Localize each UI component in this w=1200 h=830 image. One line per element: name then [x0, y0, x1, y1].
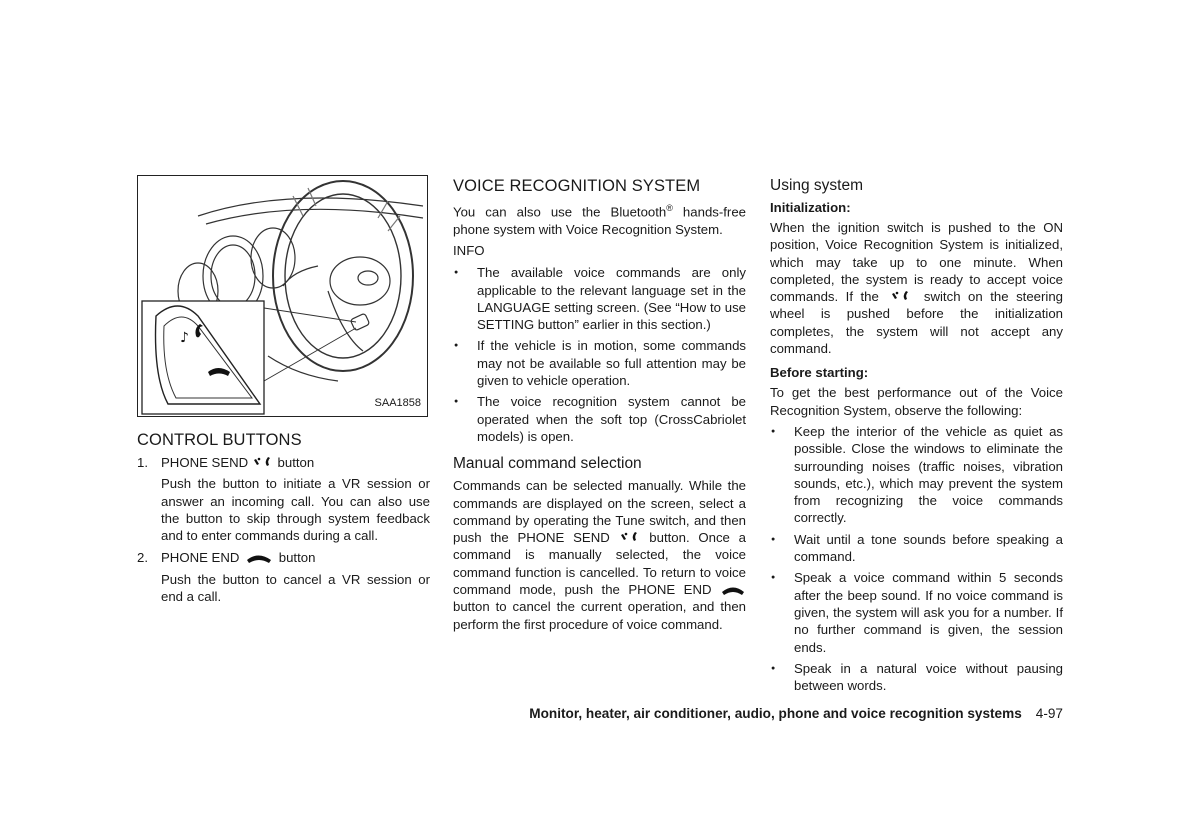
- list-item: ● Speak a voice command within 5 seconds after the beep sound. If no voice command is given, the system will ask you for a number. If no further command is given, the session ends.: [770, 569, 1063, 655]
- item-number: 1.: [137, 455, 148, 470]
- phone-end-description: Push the button to cancel a VR session or end a call.: [161, 571, 430, 605]
- intro-paragraph: You can also use the Bluetooth® hands-free phone system with Voice Recognition System.: [453, 203, 746, 237]
- item-label: PHONE END: [161, 550, 240, 566]
- column-right: [770, 176, 1063, 700]
- before-starting-label: Before starting:: [770, 365, 869, 381]
- phone-send-icon: [252, 456, 274, 468]
- list-item: ● Keep the interior of the vehicle as quiet as possible. Close the windows to eliminate the surrounding noises (traffic noises, vibration sounds, etc.), which may prevent the system from recognizing the voice commands correctly.: [770, 423, 1063, 527]
- item-label-suffix: button: [278, 550, 316, 566]
- column-left: [137, 175, 430, 610]
- section-heading-voice-recognition: VOICE RECOGNITION SYSTEM: [453, 177, 701, 195]
- info-label: INFO: [453, 242, 485, 258]
- item-label: PHONE SEND: [161, 455, 249, 470]
- phone-end-icon: [720, 585, 746, 595]
- figure-code: SAA1858: [374, 396, 421, 409]
- phone-end-icon: [243, 553, 275, 563]
- list-item: ● The available voice commands are only applicable to the relevant language set in the LANGUAGE setting screen. (See “How to use SETTING button” earlier in this section.): [453, 264, 746, 333]
- steering-wheel-illustration: [137, 175, 428, 417]
- subheading-manual-command: Manual command selection: [453, 455, 642, 473]
- list-item-phone-end: [137, 549, 430, 566]
- page-footer: [440, 706, 1063, 721]
- list-item: ● Wait until a tone sounds before speaking a command.: [770, 531, 1063, 566]
- list-item: ● If the vehicle is in motion, some commands may not be available so full attention may be given to vehicle operation.: [453, 337, 746, 389]
- registered-mark: ®: [666, 203, 673, 213]
- item-number: 2.: [137, 550, 148, 566]
- section-heading-control-buttons: CONTROL BUTTONS: [137, 431, 302, 449]
- manual-command-paragraph: Commands can be selected manually. While the commands are displayed on the screen, select a command by operating the Tune switch, and then push the PHONE SEND button. Once a command is manually selected, the voice command function is cancelled. To return to voice command mode, push the PHONE END button to cancel the current operation, and then perform the first procedure of voice command.: [453, 478, 746, 632]
- page-number: 4-97: [1035, 706, 1063, 721]
- subheading-using-system: Using system: [770, 177, 864, 194]
- list-item: ● Speak in a natural voice without pausing between words.: [770, 660, 1063, 695]
- info-bullet-list: [453, 264, 746, 445]
- list-item: ● The voice recognition system cannot be operated when the soft top (CrossCabriolet models) is open.: [453, 393, 746, 445]
- column-middle: [453, 176, 746, 637]
- initialization-label: Initialization:: [770, 200, 851, 215]
- list-item-phone-send: [137, 454, 430, 471]
- phone-send-icon: [619, 531, 641, 543]
- phone-send-icon: [886, 290, 916, 302]
- steering-wheel-drawing: [138, 176, 427, 416]
- phone-send-description: Push the button to initiate a VR session or answer an incoming call. You can also use the button to skip through system feedback and to enter commands during a call.: [161, 476, 430, 544]
- footer-section-title: Monitor, heater, air conditioner, audio, phone and voice recognition systems: [529, 706, 1022, 721]
- initialization-paragraph: When the ignition switch is pushed to the ON position, Voice Recognition System is initialized, which may take up to one minute. When completed, the system is ready to accept voice commands. If the switch on the steering wheel is pushed before the initialization completes, the system will not accept any command.: [770, 220, 1063, 357]
- before-starting-paragraph: To get the best performance out of the Voice Recognition System, observe the following:: [770, 385, 1063, 418]
- item-label-suffix: button: [277, 455, 315, 470]
- svg-text:♪: ♪: [180, 330, 189, 346]
- tips-bullet-list: [770, 423, 1063, 694]
